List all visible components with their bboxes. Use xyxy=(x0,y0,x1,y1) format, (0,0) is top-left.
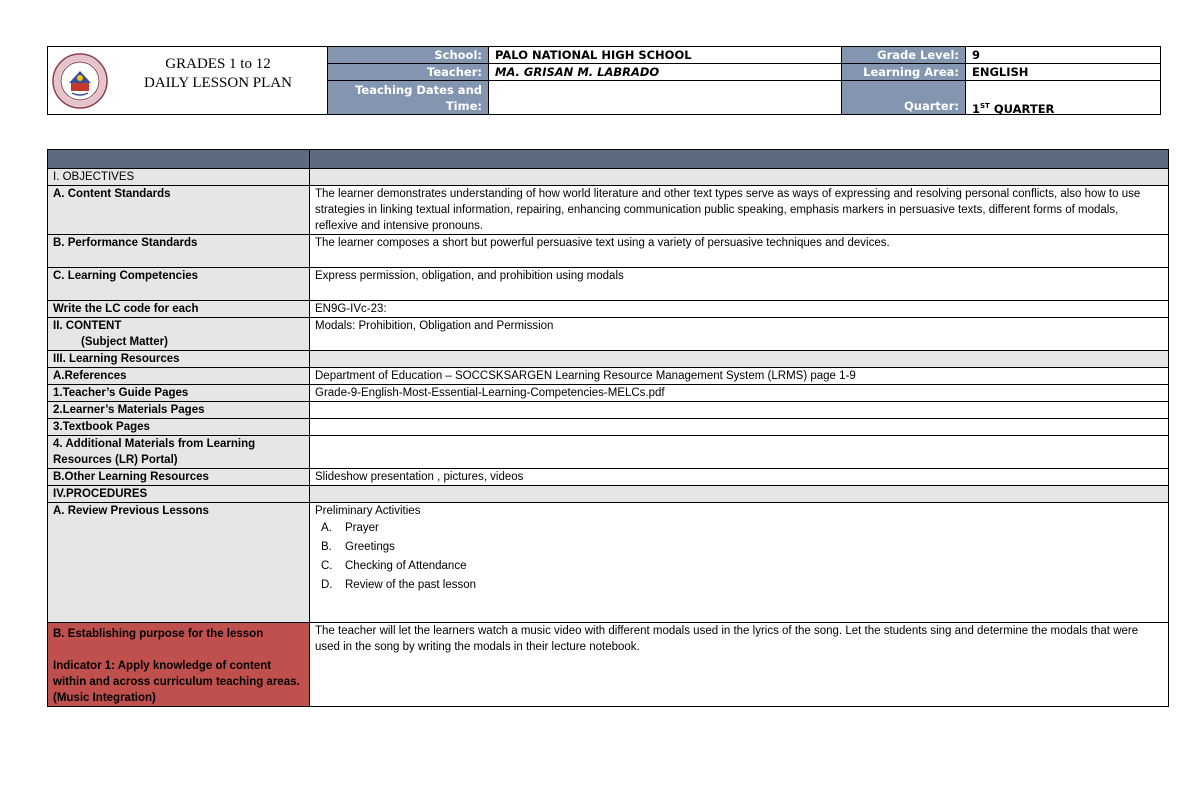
header-title xyxy=(108,55,328,93)
learning-resources-heading: III. Learning Resources xyxy=(48,351,310,368)
other-resources-text: Slideshow presentation , pictures, videos xyxy=(310,469,1169,486)
list-text: Review of the past lesson xyxy=(345,579,477,591)
table-header-right xyxy=(310,150,1169,169)
lr-portal-text xyxy=(310,436,1169,469)
list-item xyxy=(315,576,1163,595)
content-text: Modals: Prohibition, Obligation and Permission xyxy=(310,318,1169,351)
learners-materials-row xyxy=(48,402,1169,419)
performance-standards-row xyxy=(48,235,1169,268)
learning-area-value: ENGLISH xyxy=(966,64,1160,81)
content-label xyxy=(48,318,310,351)
teachers-guide-row xyxy=(48,385,1169,402)
indicator-text: Indicator 1: Apply knowledge of content within and across curriculum teaching areas. (Music Integration) xyxy=(53,660,300,704)
teacher-value: MA. GRISAN M. LABRADO xyxy=(489,64,842,81)
teaching-dates-label: Teaching Dates and Time: xyxy=(328,81,489,114)
content-standards-row xyxy=(48,186,1169,235)
review-label: A. Review Previous Lessons xyxy=(48,503,310,623)
other-resources-row xyxy=(48,469,1169,486)
content-row xyxy=(48,318,1169,351)
review-activity-list xyxy=(315,519,1163,595)
quarter-suffix: ST xyxy=(980,102,990,110)
quarter-word: QUARTER xyxy=(989,101,1055,116)
performance-standards-text: The learner composes a short but powerful persuasive text using a variety of persuasive techniques and devices. xyxy=(310,235,1169,268)
teaching-dates-value xyxy=(489,81,842,114)
quarter-number: 1 xyxy=(972,101,981,116)
content-heading: II. CONTENT xyxy=(53,320,122,332)
review-row xyxy=(48,503,1169,623)
lesson-plan-table xyxy=(47,149,1169,707)
lesson-plan-header xyxy=(47,46,1161,115)
quarter-label: Quarter: xyxy=(842,81,966,114)
school-value: PALO NATIONAL HIGH SCHOOL xyxy=(489,47,842,64)
list-text: Prayer xyxy=(345,522,379,534)
establishing-purpose-label xyxy=(48,623,310,707)
performance-standards-label: B. Performance Standards xyxy=(48,235,310,268)
textbook-pages-row xyxy=(48,419,1169,436)
procedures-heading: IV.PROCEDURES xyxy=(48,486,310,503)
content-standards-text: The learner demonstrates understanding of how world literature and other text types serve as ways of expressing and resolving personal conflicts, also how to use strategies in linking textual information, repairing, enhancing communication public speaking, emphasis markers in persuasive texts, different forms of modals, reflexive and intensive pronouns. xyxy=(310,186,1169,235)
procedures-value xyxy=(310,486,1169,503)
teacher-label: Teacher: xyxy=(328,64,489,81)
lr-portal-label: 4. Additional Materials from Learning Resources (LR) Portal) xyxy=(48,436,310,469)
learning-area-label: Learning Area: xyxy=(842,64,966,81)
list-item xyxy=(315,557,1163,576)
table-header-row xyxy=(48,150,1169,169)
other-resources-label: B.Other Learning Resources xyxy=(48,469,310,486)
grade-level-value: 9 xyxy=(966,47,1160,64)
learning-competencies-label: C. Learning Competencies xyxy=(48,268,310,301)
list-text: Checking of Attendance xyxy=(345,560,467,572)
textbook-pages-label: 3.Textbook Pages xyxy=(48,419,310,436)
learning-resources-row xyxy=(48,351,1169,368)
school-label: School: xyxy=(328,47,489,64)
header-title-cell xyxy=(48,47,328,114)
list-letter: A. xyxy=(321,522,332,534)
objectives-heading: I. OBJECTIVES xyxy=(48,169,310,186)
table-header-left xyxy=(48,150,310,169)
establishing-purpose-row xyxy=(48,623,1169,707)
content-subheading: (Subject Matter) xyxy=(81,336,168,348)
teachers-guide-label: 1.Teacher’s Guide Pages xyxy=(48,385,310,402)
textbook-pages-text xyxy=(310,419,1169,436)
learning-competencies-row xyxy=(48,268,1169,301)
objectives-row xyxy=(48,169,1169,186)
learning-competencies-text: Express permission, obligation, and prohibition using modals xyxy=(310,268,1169,301)
learners-materials-text xyxy=(310,402,1169,419)
content-standards-label: A. Content Standards xyxy=(48,186,310,235)
list-letter: C. xyxy=(321,560,333,572)
list-letter: D. xyxy=(321,579,333,591)
list-text: Greetings xyxy=(345,541,395,553)
lc-code-row xyxy=(48,301,1169,318)
list-item xyxy=(315,519,1163,538)
references-row xyxy=(48,368,1169,385)
title-line-2: DAILY LESSON PLAN xyxy=(144,75,292,91)
review-content xyxy=(310,503,1169,623)
list-item xyxy=(315,538,1163,557)
learning-resources-value xyxy=(310,351,1169,368)
lc-code-text: EN9G-IVc-23: xyxy=(310,301,1169,318)
title-line-1: GRADES 1 to 12 xyxy=(165,56,271,72)
objectives-value xyxy=(310,169,1169,186)
purpose-heading: B. Establishing purpose for the lesson xyxy=(53,628,264,640)
grade-level-label: Grade Level: xyxy=(842,47,966,64)
references-text: Department of Education – SOCCSKSARGEN Learning Resource Management System (LRMS) page 1-9 xyxy=(310,368,1169,385)
lc-code-label: Write the LC code for each xyxy=(48,301,310,318)
procedures-row xyxy=(48,486,1169,503)
lr-portal-row xyxy=(48,436,1169,469)
references-label: A.References xyxy=(48,368,310,385)
learners-materials-label: 2.Learner’s Materials Pages xyxy=(48,402,310,419)
deped-seal-icon xyxy=(52,53,108,109)
list-letter: B. xyxy=(321,541,332,553)
quarter-value xyxy=(966,81,1160,114)
teachers-guide-text: Grade-9-English-Most-Essential-Learning-Competencies-MELCs.pdf xyxy=(310,385,1169,402)
establishing-purpose-text: The teacher will let the learners watch a music video with different modals used in the lyrics of the song. Let the students sing and determine the modals that were used in the song by writing the modals in their lecture notebook. xyxy=(310,623,1169,707)
review-intro: Preliminary Activities xyxy=(315,505,421,517)
